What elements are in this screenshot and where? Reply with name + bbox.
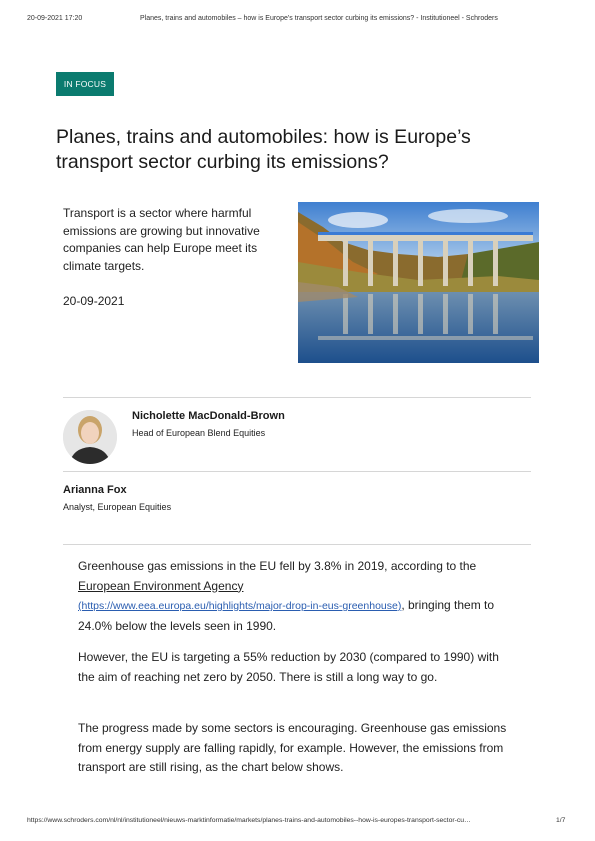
avatar bbox=[63, 410, 117, 464]
page-number: 1/7 bbox=[556, 817, 566, 824]
eea-link[interactable]: European Environment Agency bbox=[78, 578, 244, 593]
author-name[interactable]: Nicholette MacDonald-Brown bbox=[132, 410, 285, 422]
author-role: Head of European Blend Equities bbox=[132, 428, 266, 438]
print-url: https://www.schroders.com/nl/nl/institutioneel/nieuws-marktinformatie/markets/planes-trains-and-automobiles--how-is-europes-transport-sector-cu… bbox=[27, 817, 471, 824]
print-page-title: Planes, trains and automobiles – how is Europe’s transport sector curbing its emissions? - Institutioneel - Schroders bbox=[140, 15, 498, 22]
article-date: 20-09-2021 bbox=[63, 294, 125, 308]
hero-image-viaduct bbox=[298, 202, 539, 363]
body-paragraph-3: The progress made by some sectors is encouraging. Greenhouse gas emissions from energy supply are falling rapidly, for example. However, the emissions from transport are still rising, as the chart below shows. bbox=[78, 721, 507, 774]
author-name[interactable]: Arianna Fox bbox=[63, 484, 127, 496]
divider bbox=[63, 471, 531, 472]
author-role: Analyst, European Equities bbox=[63, 502, 172, 512]
article-lead: Transport is a sector where harmful emissions are growing but innovative companies can help Europe meet its climate targets. bbox=[63, 206, 260, 273]
print-timestamp: 20-09-2021 17:20 bbox=[27, 15, 83, 22]
body-paragraph-1: Greenhouse gas emissions in the EU fell by 3.8% in 2019, according to the European Environment Agency (https://www.eea.europa.eu/highlights/major-drop-in-eus-greenhouse), bringing them to 24.0% below the levels seen in 1990. bbox=[78, 559, 495, 633]
body-paragraph-2: However, the EU is targeting a 55% reduction by 2030 (compared to 1990) with the aim of reaching net zero by 2050. There is still a long way to go. bbox=[78, 650, 499, 684]
divider bbox=[63, 544, 531, 545]
divider bbox=[63, 397, 531, 398]
eea-url-link[interactable]: (https://www.eea.europa.eu/highlights/major-drop-in-eus-greenhouse) bbox=[78, 600, 402, 612]
in-focus-badge[interactable]: IN FOCUS bbox=[56, 72, 114, 96]
article-title: Planes, trains and automobiles: how is Europe’s transport sector curbing its emissions? bbox=[56, 126, 471, 173]
